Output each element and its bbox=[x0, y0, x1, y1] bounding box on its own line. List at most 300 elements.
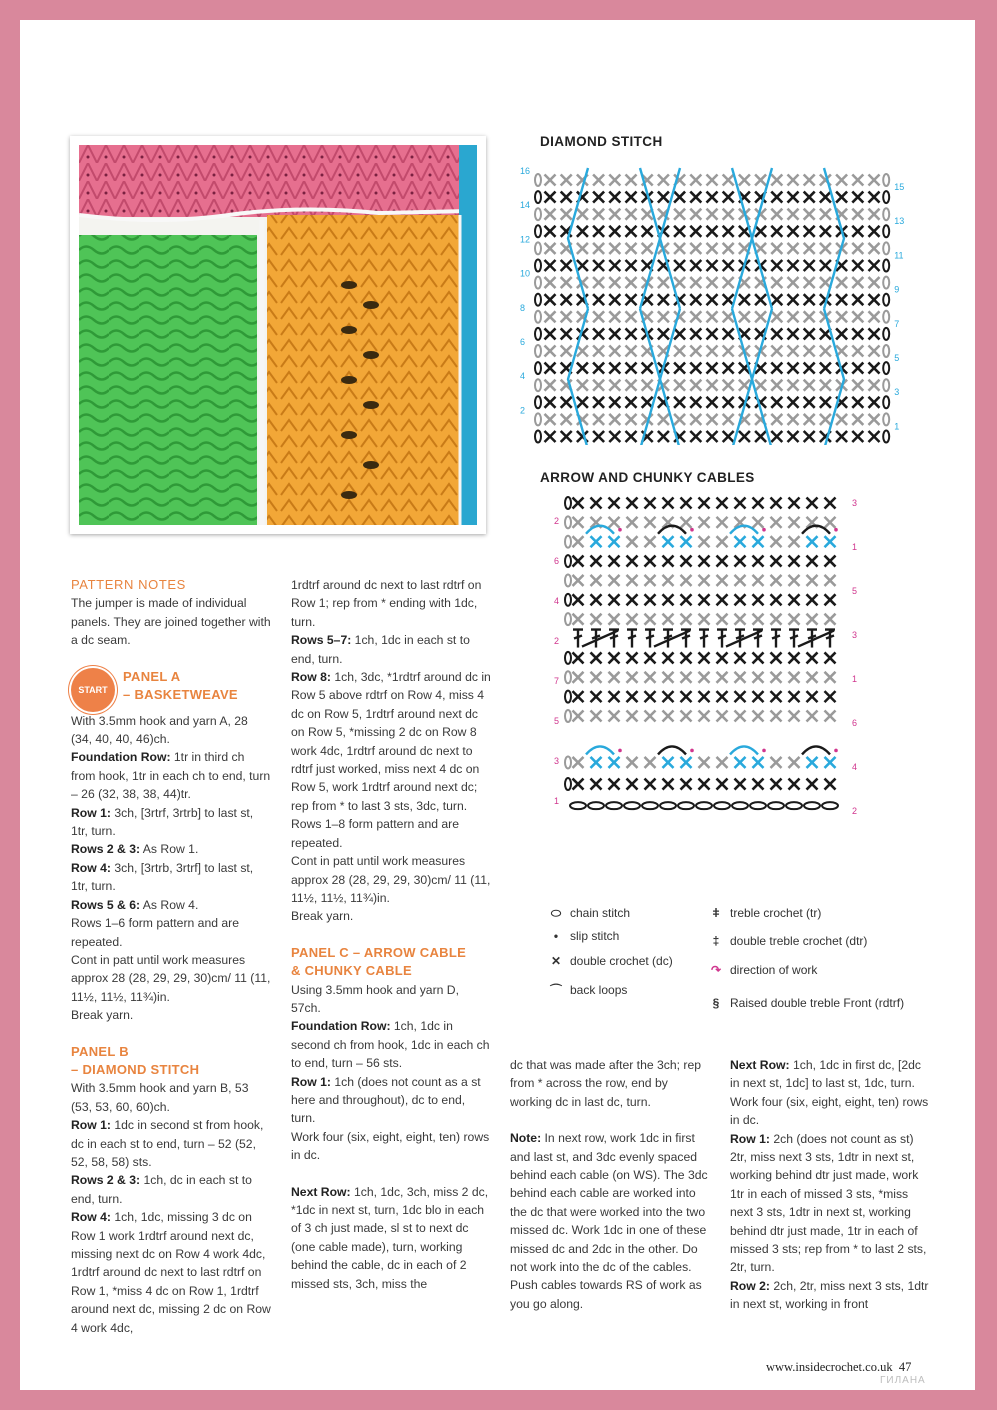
dc-stitch bbox=[807, 757, 818, 768]
dc-stitch bbox=[771, 779, 782, 790]
dc-stitch bbox=[627, 536, 638, 547]
diamond-chart-title: DIAMOND STITCH bbox=[540, 134, 663, 149]
dc-stitch bbox=[771, 498, 782, 509]
tr-stitch bbox=[717, 630, 727, 648]
dc-stitch bbox=[699, 711, 710, 722]
dc-stitch bbox=[717, 652, 728, 663]
dc-stitch bbox=[788, 363, 799, 374]
dc-stitch bbox=[753, 691, 764, 702]
dc-stitch bbox=[789, 711, 800, 722]
turning-chain bbox=[535, 362, 541, 374]
dc-stitch bbox=[626, 328, 637, 339]
dc-stitch bbox=[771, 556, 782, 567]
dc-stitch bbox=[626, 226, 637, 237]
dc-stitch bbox=[609, 575, 620, 586]
dc-stitch bbox=[609, 414, 620, 425]
dc-stitch bbox=[804, 226, 815, 237]
rdtrf-symbol-icon: § bbox=[712, 996, 720, 1010]
page-border-top bbox=[0, 0, 997, 20]
row-number-right: 11 bbox=[894, 250, 904, 261]
dc-stitch bbox=[717, 594, 728, 605]
dc-stitch bbox=[836, 175, 847, 186]
dc-stitch bbox=[591, 672, 602, 683]
dc-stitch bbox=[545, 346, 556, 357]
dc-stitch bbox=[609, 652, 620, 663]
turning-chain bbox=[565, 756, 571, 768]
dc-stitch bbox=[852, 380, 863, 391]
dc-stitch bbox=[609, 260, 620, 271]
dc-stitch bbox=[825, 672, 836, 683]
panel-b-heading: PANEL B bbox=[71, 1043, 129, 1059]
dc-stitch bbox=[717, 691, 728, 702]
dc-stitch bbox=[753, 575, 764, 586]
dc-stitch bbox=[681, 614, 692, 625]
dc-stitch bbox=[723, 226, 734, 237]
dc-stitch bbox=[642, 397, 653, 408]
legend-tr: ǂ treble crochet (tr) bbox=[708, 906, 821, 920]
panel-a-heading: PANEL A bbox=[123, 668, 181, 684]
dc-stitch bbox=[658, 414, 669, 425]
dc-stitch bbox=[699, 575, 710, 586]
dc-stitch bbox=[707, 175, 718, 186]
dc-stitch bbox=[545, 363, 556, 374]
dc-stitch bbox=[788, 346, 799, 357]
dc-stitch bbox=[707, 380, 718, 391]
dc-stitch bbox=[591, 614, 602, 625]
turning-chain bbox=[565, 594, 571, 606]
tr-stitch bbox=[645, 630, 655, 648]
dc-stitch bbox=[788, 397, 799, 408]
dc-stitch bbox=[852, 175, 863, 186]
dc-stitch bbox=[674, 397, 685, 408]
turning-chain bbox=[535, 225, 541, 237]
row-number-right: 15 bbox=[894, 182, 905, 192]
dc-stitch bbox=[735, 575, 746, 586]
dc-stitch bbox=[626, 260, 637, 271]
dc-stitch bbox=[735, 614, 746, 625]
turning-chain bbox=[883, 345, 889, 357]
dc-stitch bbox=[753, 652, 764, 663]
legend-dc: ✕ double crochet (dc) bbox=[548, 954, 673, 968]
dc-stitch bbox=[645, 691, 656, 702]
direction-marker bbox=[690, 528, 694, 532]
dc-symbol-icon: ✕ bbox=[550, 954, 562, 968]
dc-stitch bbox=[788, 243, 799, 254]
dc-stitch bbox=[807, 594, 818, 605]
cable-bobble bbox=[730, 746, 758, 754]
dc-stitch bbox=[545, 397, 556, 408]
dc-stitch bbox=[789, 652, 800, 663]
dc-stitch bbox=[591, 652, 602, 663]
dc-stitch bbox=[561, 294, 572, 305]
panel-b-subheading: – DIAMOND STITCH bbox=[71, 1061, 200, 1077]
turning-chain bbox=[565, 516, 571, 528]
foundation-chain bbox=[750, 802, 766, 809]
dc-stitch bbox=[707, 243, 718, 254]
dc-stitch bbox=[789, 691, 800, 702]
foundation-chain bbox=[606, 802, 622, 809]
dc-stitch bbox=[626, 346, 637, 357]
dc-stitch bbox=[627, 614, 638, 625]
tr-stitch bbox=[771, 630, 781, 648]
dc-stitch bbox=[735, 757, 746, 768]
dc-stitch bbox=[804, 277, 815, 288]
dc-stitch bbox=[593, 243, 604, 254]
dc-stitch bbox=[593, 431, 604, 442]
dc-stitch bbox=[735, 652, 746, 663]
tr-stitch bbox=[825, 630, 835, 648]
dc-stitch bbox=[674, 192, 685, 203]
dc-stitch bbox=[739, 175, 750, 186]
turning-chain bbox=[883, 294, 889, 306]
row-number-left: 7 bbox=[554, 676, 560, 686]
dc-stitch bbox=[869, 346, 880, 357]
dc-stitch bbox=[699, 536, 710, 547]
dc-stitch bbox=[674, 346, 685, 357]
dc-stitch bbox=[626, 294, 637, 305]
tr-stitch bbox=[627, 630, 637, 648]
dc-stitch bbox=[807, 652, 818, 663]
foundation-chain bbox=[588, 802, 604, 809]
dc-stitch bbox=[735, 556, 746, 567]
dc-stitch bbox=[609, 397, 620, 408]
page-border-right bbox=[975, 0, 997, 1410]
turning-chain bbox=[535, 379, 541, 391]
dc-stitch bbox=[609, 209, 620, 220]
dc-stitch bbox=[674, 243, 685, 254]
turning-chain bbox=[535, 174, 541, 186]
row-number-left: 2 bbox=[520, 405, 526, 416]
row-number-left: 4 bbox=[554, 596, 560, 606]
dc-stitch bbox=[573, 517, 584, 528]
dc-stitch bbox=[642, 243, 653, 254]
dc-stitch bbox=[804, 243, 815, 254]
legend-slip: • slip stitch bbox=[548, 929, 619, 943]
pattern-notes-heading: PATTERN NOTES bbox=[71, 577, 186, 592]
dc-stitch bbox=[626, 397, 637, 408]
turning-chain bbox=[535, 396, 541, 408]
dc-stitch bbox=[681, 594, 692, 605]
row-number-left: 4 bbox=[520, 371, 526, 382]
dc-stitch bbox=[771, 691, 782, 702]
dc-stitch bbox=[771, 575, 782, 586]
dc-stitch bbox=[663, 575, 674, 586]
dc-stitch bbox=[804, 311, 815, 322]
dc-stitch bbox=[771, 380, 782, 391]
turning-chain bbox=[535, 260, 541, 272]
dc-stitch bbox=[573, 536, 584, 547]
dc-stitch bbox=[545, 277, 556, 288]
dc-stitch bbox=[681, 672, 692, 683]
dc-stitch bbox=[573, 757, 584, 768]
dc-stitch bbox=[690, 414, 701, 425]
foundation-chain bbox=[714, 802, 730, 809]
dc-stitch bbox=[577, 380, 588, 391]
legend-back: ⌒ back loops bbox=[549, 983, 628, 997]
dc-stitch bbox=[717, 711, 728, 722]
dc-stitch bbox=[707, 397, 718, 408]
direction-marker bbox=[834, 749, 838, 753]
dc-stitch bbox=[545, 226, 556, 237]
dc-stitch bbox=[645, 594, 656, 605]
dc-stitch bbox=[609, 192, 620, 203]
direction-marker bbox=[618, 528, 622, 532]
dc-stitch bbox=[690, 311, 701, 322]
dc-stitch bbox=[699, 779, 710, 790]
dc-stitch bbox=[690, 243, 701, 254]
row-number-left: 3 bbox=[554, 756, 560, 766]
dc-stitch bbox=[690, 226, 701, 237]
dc-stitch bbox=[804, 414, 815, 425]
dc-stitch bbox=[788, 226, 799, 237]
dc-stitch bbox=[755, 226, 766, 237]
dc-stitch bbox=[573, 691, 584, 702]
dc-stitch bbox=[690, 328, 701, 339]
dc-stitch bbox=[755, 380, 766, 391]
dc-stitch bbox=[681, 757, 692, 768]
dc-stitch bbox=[593, 226, 604, 237]
dc-stitch bbox=[788, 175, 799, 186]
cable-bobble bbox=[658, 746, 686, 754]
dc-stitch bbox=[573, 672, 584, 683]
dc-stitch bbox=[869, 311, 880, 322]
panel-a-subheading: – BASKETWEAVE bbox=[123, 687, 238, 703]
foundation-chain bbox=[696, 802, 712, 809]
row-number-left: 12 bbox=[520, 234, 531, 245]
tr-symbol-icon: ǂ bbox=[712, 906, 720, 920]
dc-stitch bbox=[723, 277, 734, 288]
dc-stitch bbox=[771, 414, 782, 425]
dc-stitch bbox=[609, 672, 620, 683]
turning-chain bbox=[565, 691, 571, 703]
dc-stitch bbox=[645, 575, 656, 586]
dc-stitch bbox=[771, 757, 782, 768]
dc-stitch bbox=[674, 380, 685, 391]
dc-stitch bbox=[545, 328, 556, 339]
dc-stitch bbox=[869, 431, 880, 442]
dc-stitch bbox=[820, 414, 831, 425]
turning-chain bbox=[565, 555, 571, 567]
dc-stitch bbox=[609, 517, 620, 528]
dc-stitch bbox=[626, 414, 637, 425]
dc-stitch bbox=[609, 498, 620, 509]
turning-chain bbox=[565, 574, 571, 586]
panel-c-subheading: & CHUNKY CABLE bbox=[291, 963, 412, 979]
dc-stitch bbox=[836, 414, 847, 425]
dc-stitch bbox=[825, 779, 836, 790]
dc-stitch bbox=[753, 517, 764, 528]
chart-legend bbox=[548, 906, 948, 1026]
dc-stitch bbox=[674, 226, 685, 237]
dc-stitch bbox=[804, 175, 815, 186]
turning-chain bbox=[535, 328, 541, 340]
dc-stitch bbox=[820, 209, 831, 220]
dc-stitch bbox=[658, 175, 669, 186]
dc-stitch bbox=[593, 346, 604, 357]
dc-stitch bbox=[788, 311, 799, 322]
tr-stitch bbox=[753, 630, 763, 648]
tr-stitch bbox=[699, 630, 709, 648]
panel-c-heading: PANEL C – ARROW CABLE bbox=[291, 944, 467, 960]
dc-stitch bbox=[717, 556, 728, 567]
dc-stitch bbox=[593, 414, 604, 425]
foundation-chain bbox=[732, 802, 748, 809]
dc-stitch bbox=[627, 652, 638, 663]
dc-stitch bbox=[869, 192, 880, 203]
dc-stitch bbox=[561, 175, 572, 186]
dc-stitch bbox=[771, 536, 782, 547]
dc-stitch bbox=[707, 209, 718, 220]
dc-stitch bbox=[789, 517, 800, 528]
row-number-right: 4 bbox=[852, 762, 858, 772]
dc-stitch bbox=[771, 711, 782, 722]
dc-stitch bbox=[626, 277, 637, 288]
dc-stitch bbox=[788, 380, 799, 391]
dc-stitch bbox=[753, 556, 764, 567]
dc-stitch bbox=[561, 397, 572, 408]
dc-stitch bbox=[852, 260, 863, 271]
row-number-right: 3 bbox=[894, 387, 900, 398]
cable-bobble bbox=[586, 746, 614, 754]
page-border-bottom bbox=[0, 1390, 997, 1410]
dc-stitch bbox=[771, 243, 782, 254]
dc-stitch bbox=[771, 672, 782, 683]
dc-stitch bbox=[573, 779, 584, 790]
dc-stitch bbox=[735, 711, 746, 722]
dc-stitch bbox=[804, 294, 815, 305]
dc-stitch bbox=[820, 363, 831, 374]
dc-stitch bbox=[771, 517, 782, 528]
dc-stitch bbox=[869, 414, 880, 425]
dc-stitch bbox=[753, 757, 764, 768]
dc-stitch bbox=[645, 652, 656, 663]
dc-stitch bbox=[591, 575, 602, 586]
dc-stitch bbox=[681, 575, 692, 586]
dc-stitch bbox=[626, 363, 637, 374]
dc-stitch bbox=[723, 363, 734, 374]
dc-stitch bbox=[591, 556, 602, 567]
legend-dir: ↷ direction of work bbox=[708, 963, 817, 977]
dc-stitch bbox=[681, 517, 692, 528]
dc-stitch bbox=[753, 594, 764, 605]
turning-chain bbox=[565, 497, 571, 509]
dc-stitch bbox=[645, 556, 656, 567]
back-loop-symbol-icon: ⌒ bbox=[549, 983, 562, 997]
dc-stitch bbox=[658, 311, 669, 322]
arrow-chart-title: ARROW AND CHUNKY CABLES bbox=[540, 470, 755, 485]
dc-stitch bbox=[723, 431, 734, 442]
dc-stitch bbox=[699, 672, 710, 683]
dc-stitch bbox=[707, 294, 718, 305]
turning-chain bbox=[883, 379, 889, 391]
dc-stitch bbox=[681, 652, 692, 663]
dc-stitch bbox=[707, 226, 718, 237]
dc-stitch bbox=[789, 536, 800, 547]
dc-stitch bbox=[869, 294, 880, 305]
page-border-left bbox=[0, 0, 20, 1390]
dc-stitch bbox=[573, 594, 584, 605]
dc-stitch bbox=[658, 431, 669, 442]
dc-stitch bbox=[825, 575, 836, 586]
rdtrf-line bbox=[824, 309, 844, 445]
dc-stitch bbox=[707, 260, 718, 271]
dc-stitch bbox=[755, 175, 766, 186]
row-number-left: 6 bbox=[554, 556, 560, 566]
watermark: ГИЛАНА bbox=[880, 1375, 926, 1386]
dc-stitch bbox=[658, 277, 669, 288]
dc-stitch bbox=[825, 691, 836, 702]
page-footer bbox=[766, 1360, 911, 1375]
dc-stitch bbox=[771, 175, 782, 186]
turning-chain bbox=[883, 396, 889, 408]
dc-stitch bbox=[836, 328, 847, 339]
row-number-left: 10 bbox=[520, 268, 531, 279]
dc-stitch bbox=[609, 779, 620, 790]
dc-stitch bbox=[707, 277, 718, 288]
rdtrf-line bbox=[660, 309, 680, 445]
dc-stitch bbox=[658, 294, 669, 305]
dc-stitch bbox=[609, 294, 620, 305]
dc-stitch bbox=[825, 711, 836, 722]
dc-stitch bbox=[573, 652, 584, 663]
row-number-left: 1 bbox=[554, 796, 560, 806]
dc-stitch bbox=[788, 192, 799, 203]
dc-stitch bbox=[820, 380, 831, 391]
legend-chain: ⬭ chain stitch bbox=[548, 906, 630, 921]
dc-stitch bbox=[869, 260, 880, 271]
dc-stitch bbox=[609, 614, 620, 625]
dc-stitch bbox=[674, 209, 685, 220]
turning-chain bbox=[565, 613, 571, 625]
row-number-left: 8 bbox=[520, 302, 526, 313]
start-badge: START bbox=[71, 668, 115, 712]
dc-stitch bbox=[717, 498, 728, 509]
dc-stitch bbox=[771, 614, 782, 625]
dc-stitch bbox=[735, 536, 746, 547]
dc-stitch bbox=[593, 192, 604, 203]
dc-stitch bbox=[771, 346, 782, 357]
dc-stitch bbox=[869, 363, 880, 374]
tr-stitch bbox=[789, 630, 799, 648]
dc-stitch bbox=[804, 260, 815, 271]
dc-stitch bbox=[626, 175, 637, 186]
dc-stitch bbox=[723, 192, 734, 203]
dc-stitch bbox=[807, 498, 818, 509]
turning-chain bbox=[883, 260, 889, 272]
diamond-stitch-chart bbox=[516, 160, 916, 445]
dc-stitch bbox=[545, 243, 556, 254]
dc-stitch bbox=[771, 652, 782, 663]
dc-stitch bbox=[707, 363, 718, 374]
dc-stitch bbox=[852, 431, 863, 442]
dc-stitch bbox=[807, 536, 818, 547]
dc-stitch bbox=[753, 614, 764, 625]
dc-stitch bbox=[609, 691, 620, 702]
turning-chain bbox=[535, 191, 541, 203]
dc-stitch bbox=[545, 380, 556, 391]
turning-chain bbox=[883, 208, 889, 220]
dc-stitch bbox=[609, 594, 620, 605]
dc-stitch bbox=[561, 260, 572, 271]
dc-stitch bbox=[593, 311, 604, 322]
arrow-chunky-cables-chart bbox=[548, 488, 888, 888]
dc-stitch bbox=[593, 175, 604, 186]
row-number-right: 7 bbox=[894, 318, 900, 329]
dc-stitch bbox=[820, 243, 831, 254]
dc-stitch bbox=[771, 311, 782, 322]
dc-stitch bbox=[663, 498, 674, 509]
dtr-symbol-icon: ‡ bbox=[712, 934, 720, 948]
